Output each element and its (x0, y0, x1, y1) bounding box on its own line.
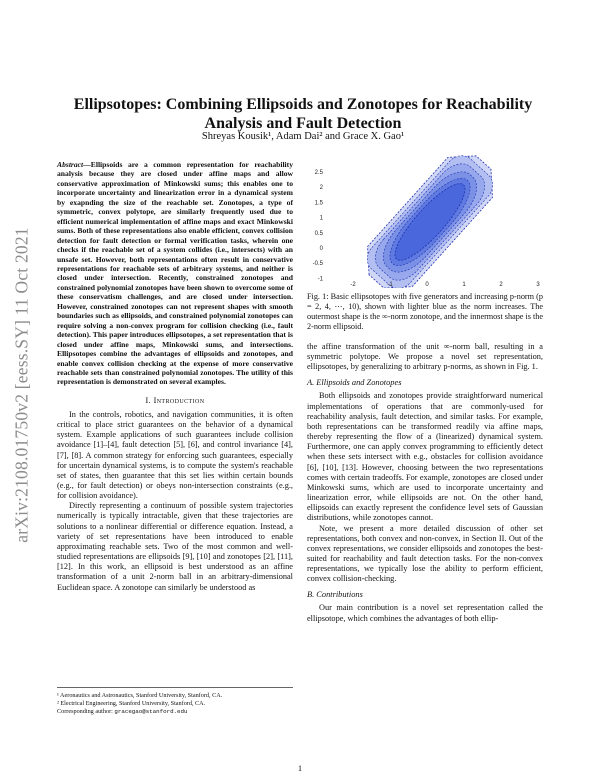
x-tick-label: 2 (499, 282, 503, 288)
corresponding-author (57, 708, 293, 716)
abstract-lead: Abstract (57, 160, 84, 169)
right-paragraph-2: Both ellipsoids and zonotopes provide straightforward numerical implementations of operations that are commonly-used for reachability analysis, fault detection, and similar tasks. For example, both representations can be transformed readily via affine maps, thereby representing the flow of a (linearized) dynamical system. Furthermore, one can apply convex programming to efficiently detect when these sets intersect with e.g., obstacles for collision avoidance [6], [10], [13]. However, choosing between the two representations comes with certain tradeoffs. For example, zonotopes are closed under Minkowski sums, which are used to incorporate uncertainty and linearization error, while ellipsoids are not. On the other hand, ellipsoids can exactly represent the confidence level sets of Gaussian distributions, while zonotopes cannot. (307, 391, 543, 523)
figure-caption: Fig. 1: Basic ellipsotopes with five generators and increasing p-norm (p = 2, 4, ⋯, 10), shown with lighter blue as the norm increases. The outermost shape is the ∞-norm zonotope, and the innermost shape is the 2-norm ellipsoid. (307, 292, 543, 331)
y-tick-label: -0.5 (312, 261, 323, 268)
figure-1 (307, 152, 543, 288)
left-column (57, 160, 293, 593)
y-tick-label: 2.5 (314, 170, 323, 176)
y-tick-label: 0 (319, 246, 323, 252)
y-tick-label: 1.5 (314, 200, 323, 207)
abstract (57, 160, 293, 387)
paper-title: Ellipsotopes: Combining Ellipsoids and Zonotopes for Reachability Analysis and Fault Detection (73, 96, 533, 132)
page-number: 1 (297, 763, 303, 773)
right-paragraph-3: Note, we present a more detailed discussion of other set representations, both convex and non-convex, in Section II. Out of the convex representations, we consider ellipsoids and zonotopes the best-suited for reachability and fault detection tasks. For the non-convex representations, we typically lose the ability to perform efficient, convex collision-checking. (307, 523, 543, 584)
footnote-2: ² Electrical Engineering, Stanford University, Stanford, CA. (57, 700, 206, 707)
footnote-1: ¹ Aeronautics and Astronautics, Stanford University, Stanford, CA. (57, 692, 223, 699)
corresponding-author-email[interactable]: gracegao@stanford.edu (114, 708, 188, 715)
corresponding-author-label: Corresponding author: (57, 708, 113, 715)
right-paragraph-1: the affine transformation of the unit ∞-norm ball, resulting in a symmetric polytope. We propose a novel set representation, ellipsotopes, by generalizing to arbitrary p-norms, as shown in Fig. 1. (307, 342, 543, 372)
subsection-heading-a: A. Ellipsoids and Zonotopes (307, 378, 402, 388)
y-tick-label: -1 (317, 276, 323, 283)
y-tick-label: 2 (319, 185, 323, 192)
x-tick-label: 1 (462, 282, 466, 288)
x-tick-label: -2 (350, 282, 356, 288)
right-paragraph-4: Our main contribution is a novel set representation called the ellipsotope, which combines the advantages of both ellip- (307, 603, 543, 623)
abstract-text: —Ellipsoids are a common representation for reachability analysis because they are closed under affine maps and allow conservative approximation of Minkowski sums; this enables one to incorporate uncertainty and linearization error in a dynamical system by exapnding the size of the reachable set. Zonotopes, a type of symmetric, convex polytope, are similarly frequently used due to efficient numerical implementation of affine maps and exact Minkowski sums. Both of these representations also enable efficient, convex collision detection for fault detection or formal verification tasks, wherein one checks if the reachable set of a system collides (i.e., intersects) with an unsafe set. However, both representations often result in conservative representations for reachable sets of arbitrary systems, and neither is closed under intersection. Recently, constrained zonotopes and constrained polynomial zonotopes have been shown to overcome some of these conservatism challenges, and are closed under intersection. However, constrained zonotopes can not represent shapes with smooth boundaries such as ellipsoids, and constrained polynomial zonotopes can require solving a non-convex program for collision checking (i.e., fault detection). This paper introduces ellipsotopes, a set representation that is closed under affine maps, Minkowski sums, and intersections. Ellipsotopes combine the advantages of ellipsoids and zonotopes, and enable convex collision checking at the expense of more conservative reachable sets than constrained polynomial zonotopes. The utility of this representation is demonstrated on several examples. (57, 160, 293, 387)
intro-paragraph-2: Directly representing a continuum of possible system trajectories numerically is typically intractable, given that these trajectories are solutions to a nonlinear differential or difference equation. Instead, a variety of set representations have been introduced to enable approximating reachable sets. Two of the most common and well-studied representations are ellipsoids [9], [10] and zonotopes [2], [11], [12]. In this work, an ellipsoid is best understood as an affine transformation of a unit 2-norm ball in an arbitrary-dimensional Euclidean space. A zonotope can similarly be understood as (57, 501, 293, 592)
arxiv-stamp (6, 195, 38, 575)
intro-paragraph-1: In the controls, robotics, and navigation communities, it is often critical to place strict guarantees on the behavior of a dynamical system. Example applications of such guarantees include collision avoidance [1]–[4], fault detection [5], [6], and control invariance [4], [7], [8]. A common strategy for enforcing such guarantees, especially for uncertain dynamical systems, is to compute the system's reachable set of states, then guarantee that this set lies within certain bounds (e.g., for fault detection) or obeys non-intersection constraints (e.g., for collision avoidance). (57, 409, 293, 501)
ellipsotope-plot (307, 152, 543, 288)
x-tick-label: 3 (536, 282, 540, 288)
footnotes (57, 687, 293, 716)
subsection-heading-b: B. Contributions (307, 590, 363, 600)
section-heading-introduction: I. Introduction (145, 395, 205, 405)
right-column (307, 152, 543, 624)
y-tick-label: 1 (319, 215, 323, 222)
author-list: Shreyas Kousik¹, Adam Dai² and Grace X. Gao¹ (201, 131, 405, 142)
arxiv-stamp-text: arXiv:2108.01750v2 [eess.SY] 11 Oct 2021 (11, 227, 32, 543)
x-tick-label: 0 (425, 282, 429, 288)
y-tick-label: 0.5 (314, 230, 323, 237)
x-tick-label: -1 (387, 282, 393, 288)
